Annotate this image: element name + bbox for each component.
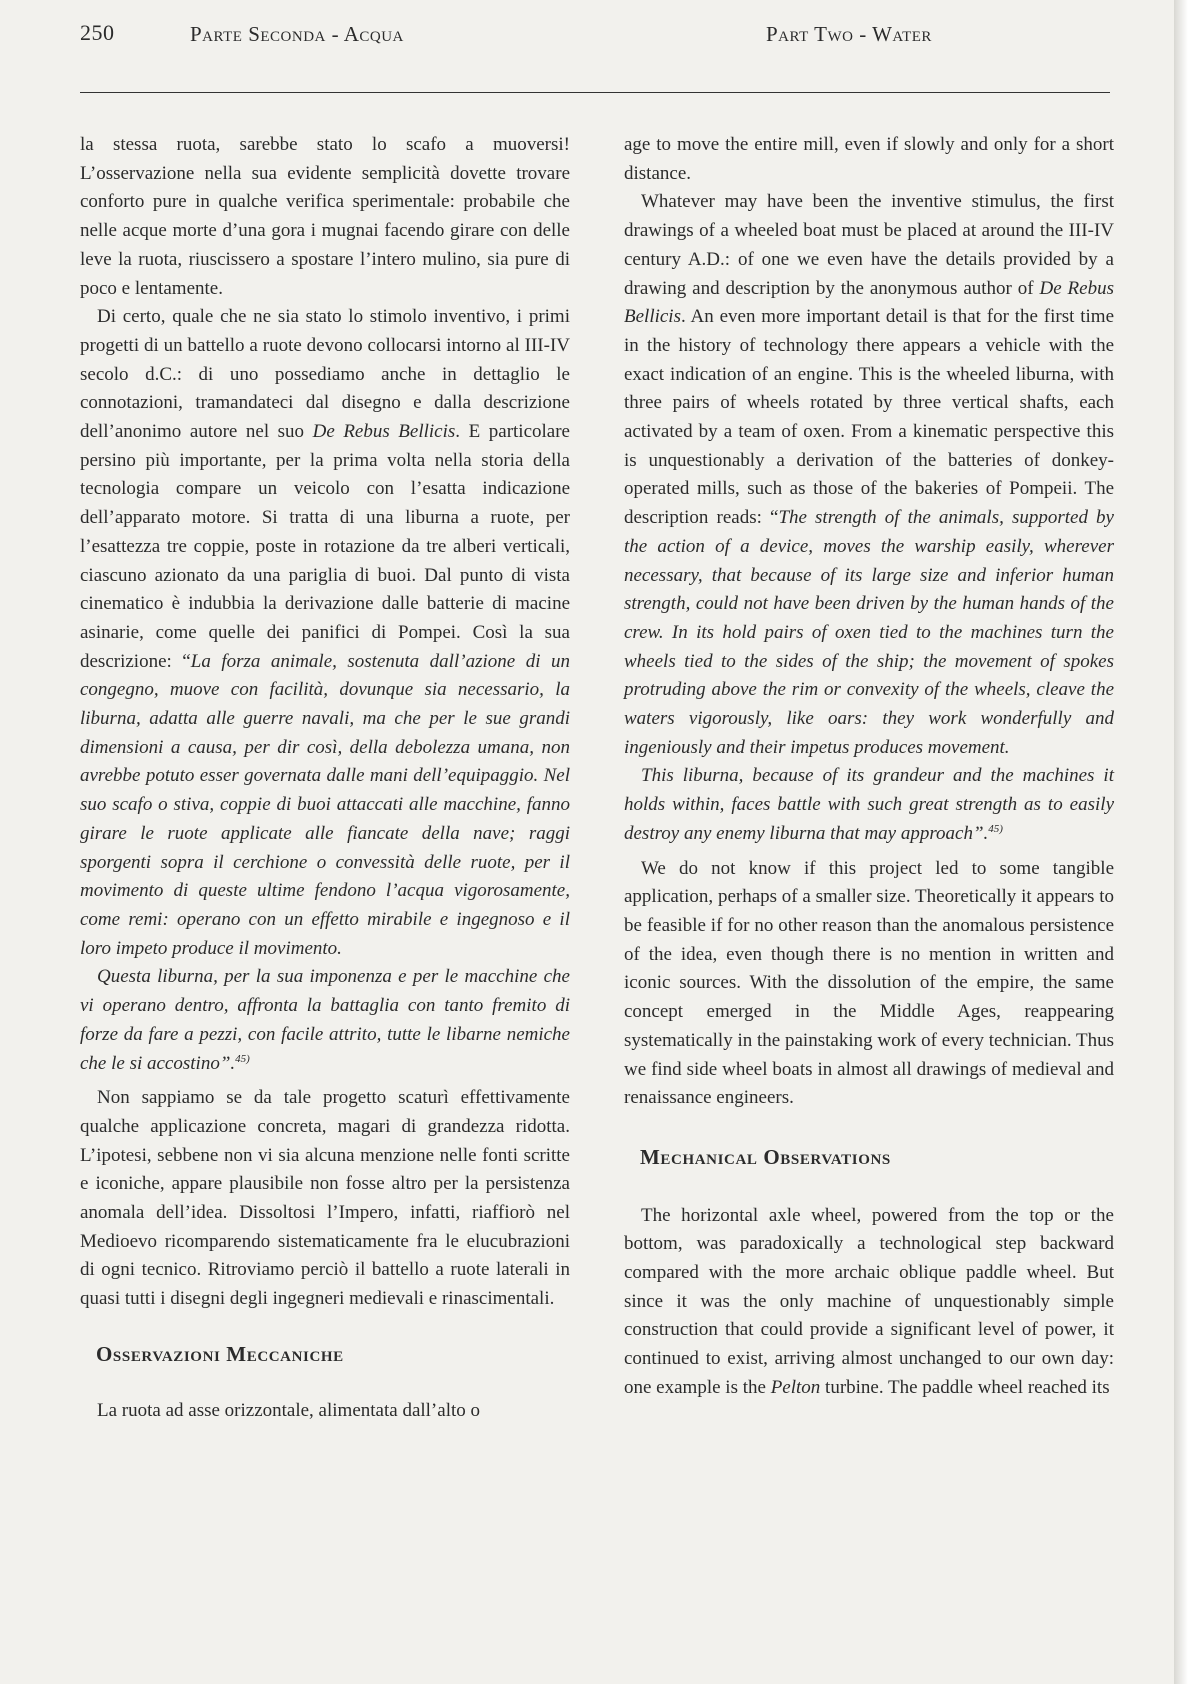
quotation-paragraph bbox=[624, 762, 1114, 848]
quote-close: ”. bbox=[219, 1052, 236, 1074]
english-column bbox=[624, 131, 1114, 1403]
quotation: Questa liburna, per la sua imponenza e per le macchine che vi operano dentro, affronta la battaglia con tanto fremito di forze da fare a pezzi, con facile attrito, tutte le libarne nemiche che le si accostino bbox=[80, 966, 570, 1074]
paragraph: We do not know if this project led to some tangible application, perhaps of a smaller size. Theoretically it appears to be feasible if for no other reason than the anomalous persistence of the idea, even though there is no mention in written and iconic sources. With the dissolution of the empire, the same concept emerged in the Middle Ages, reappearing systematically in the painstaking work of every technician. Thus we find side wheel boats in almost all drawings of medieval and renaissance engineers. bbox=[624, 857, 1114, 1109]
footnote-ref: 45) bbox=[235, 1052, 250, 1065]
book-title: De Rebus Bellicis bbox=[624, 277, 1114, 328]
running-header bbox=[0, 18, 1188, 58]
quotation: The strength of the animals, supported by the action of a device, moves the warship easily, wherever necessary, that because of its large size and inferior human strength, could not have been driven by the human hands of the crew. In its hold pairs of oxen tied to the machines turn the wheels tied to the sides of the ship; the movement of spokes protruding above the rim or convexity of the wheels, cleave the waters vigorously, like oars: they work wonderfully and ingeniously and their impetus produces movement. bbox=[624, 507, 1114, 758]
book-title: De Rebus Bellicis bbox=[312, 421, 456, 443]
quotation: This liburna, because of its grandeur and the machines it holds within, faces battle with such great strength as to easily destroy any enemy liburna that may approach bbox=[624, 765, 1114, 844]
running-title-italian: Parte Seconda - Acqua bbox=[190, 22, 404, 46]
quotation-paragraph bbox=[80, 963, 570, 1078]
footnote-ref: 45) bbox=[988, 822, 1003, 835]
page-edge bbox=[1174, 0, 1188, 1684]
paragraph bbox=[624, 188, 1114, 762]
italian-column bbox=[80, 131, 570, 1425]
paragraph: la stessa ruota, sarebbe stato lo scafo a muoversi! L’osservazione nella sua evidente semplicità dovette trovare conforto pure in qualche verifica sperimentale: probabile che nelle acque morte d’una gora i mugnai facendo girare con delle leve la ruota, riuscissero a spostare l’intero mulino, sia pure di poco e lentamente. bbox=[80, 134, 570, 299]
running-title-english: Part Two - Water bbox=[766, 22, 932, 46]
paragraph: La ruota ad asse orizzontale, alimentata dall’alto o bbox=[97, 1399, 480, 1421]
paragraph: Non sappiamo se da tale progetto scaturì effettivamente qualche applicazione concreta, magari di grandezza ridotta. L’ipotesi, sebbene non vi sia alcuna menzione nelle fonti scritte e iconiche, appare plausibile non fosse altro per la persistenza anomala dell’idea. Dissoltosi l’Impero, infatti, riaffiorò nel Medioevo ricomparendo sistematicamente fra le elucubrazioni di ogni tecnico. Ritroviamo perciò il battello a ruote laterali in quasi tutti i disegni degli ingegneri medievali e rinascimentali. bbox=[80, 1087, 570, 1310]
quotation: La forza animale, sostenuta dall’azione di un congegno, muove con facilità, dovunque sia necessario, la liburna, adatta alle guerre navali, ma che per le sue grandi dimensioni a causa, per dir così, della debolezza umana, non avrebbe potuto esser governata dalle mani dell’equipaggio. Nel suo scafo o stiva, coppie di buoi attaccati alle macchine, fanno girare le ruote applicate alle fiancate della nave; raggi sporgenti sopra il cerchione o convessità delle ruote, per il movimento di queste ultime fendono l’acqua vigorosamente, come remi: operano con un effetto mirabile e ingegnoso e il loro impeto produce il movimento. bbox=[80, 650, 570, 959]
text-run: Whatever may have been the inventive stimulus, the first drawings of a wheeled boat must be placed at around the III-IV century A.D.: of one we even have the details provided by a drawing and description by the anonymous author of bbox=[624, 191, 1114, 299]
paragraph: age to move the entire mill, even if slowly and only for a short distance. bbox=[624, 134, 1114, 184]
paragraph bbox=[624, 1202, 1114, 1403]
text-run: Di certo, quale che ne sia stato lo stimolo inventivo, i primi progetti di un battello a ruote devono collocarsi intorno al III-IV secolo d.C.: di uno possediamo anche in dettaglio le connotazioni, tramandateci dal disegno e dalla descrizione dell’anonimo autore nel suo bbox=[80, 306, 570, 443]
quote-close: ”. bbox=[972, 822, 989, 844]
paragraph bbox=[80, 303, 570, 963]
text-run: The horizontal axle wheel, powered from the top or the bottom, was paradoxically a technological step backward compared with the more archaic oblique paddle wheel. But since it was the only machine of unquestionably simple construction that could provide a significant level of power, it continued to exist, arriving almost unchanged to our own day: one example is the bbox=[624, 1204, 1114, 1398]
section-heading: Osservazioni Meccaniche bbox=[96, 1341, 344, 1366]
header-rule bbox=[80, 92, 1110, 93]
section-heading: Mechanical Observations bbox=[640, 1144, 891, 1169]
text-run: . An even more important detail is that for the first time in the history of technology there appears a vehicle with the exact indication of an engine. This is the wheeled liburna, with three pairs of wheels rotated by three vertical shafts, each activated by a team of oxen. From a kinematic perspective this is unquestionably a derivation of the batteries of donkey-operated mills, such as those of the bakeries of Pompeii. The description reads: “ bbox=[624, 306, 1114, 529]
text-run: . E particolare persino più importante, per la prima volta nella storia della tecnologia compare un veicolo con l’esatta indicazione dell’apparato motore. Si tratta di una liburna a ruote, per l’esattezza tre coppie, poste in rotazione da tre alberi verticali, ciascuno azionato da una pariglia di buoi. Dal punto di vista cinematico è indubbia la derivazione dalle batterie di macine asinarie, come quelle dei panifici di Pompei. Così la sua descrizione: “ bbox=[80, 421, 570, 672]
text-run: turbine. The paddle wheel reached its bbox=[820, 1376, 1110, 1398]
turbine-name: Pelton bbox=[770, 1376, 821, 1398]
page-number: 250 bbox=[80, 20, 115, 45]
